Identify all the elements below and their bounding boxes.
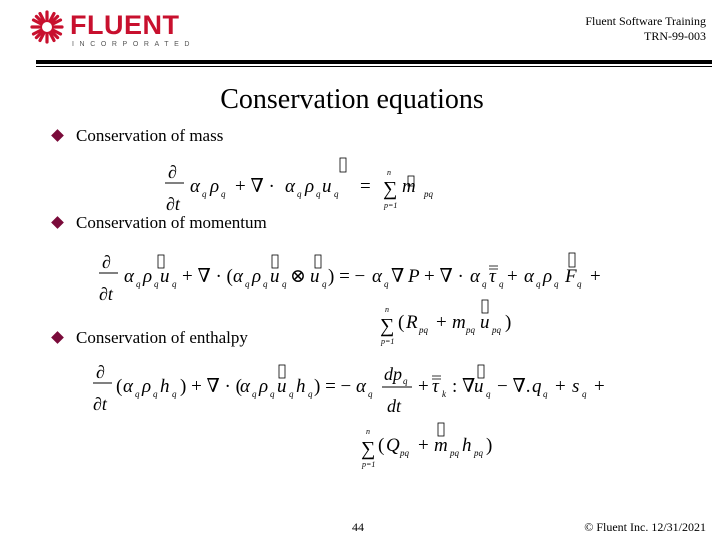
svg-text:∂: ∂ — [102, 252, 111, 272]
svg-text:dp: dp — [384, 364, 402, 384]
svg-text:ρ: ρ — [143, 266, 153, 287]
svg-text:q: q — [577, 279, 582, 289]
svg-text:α: α — [124, 266, 134, 287]
svg-text:q: q — [202, 189, 207, 199]
svg-text:+: + — [507, 266, 518, 287]
svg-text:ρ: ρ — [305, 176, 315, 197]
svg-text:h: h — [296, 376, 306, 397]
svg-text:=: = — [360, 176, 371, 197]
svg-text:α: α — [240, 376, 250, 397]
svg-text:+: + — [418, 435, 429, 456]
svg-text:): ) — [505, 312, 512, 333]
svg-text:+: + — [436, 312, 447, 333]
svg-text:q: q — [153, 389, 158, 399]
svg-text:p=1: p=1 — [381, 337, 395, 346]
svg-text:τ: τ — [489, 266, 496, 287]
svg-text:∑: ∑ — [380, 315, 395, 337]
svg-text:α: α — [285, 176, 295, 197]
logo-wordmark: FLUENT — [70, 10, 180, 40]
course-code: TRN-99-003 — [644, 29, 706, 43]
svg-text:ρ: ρ — [543, 266, 553, 287]
svg-text:∑: ∑ — [361, 438, 376, 460]
svg-text:pq: pq — [419, 325, 428, 335]
svg-text:q: q — [263, 279, 268, 289]
enthalpy-equation — [93, 362, 605, 469]
svg-text:pq: pq — [400, 448, 409, 458]
svg-text:α: α — [356, 376, 366, 397]
svg-text:ρ: ρ — [142, 376, 152, 397]
momentum-equation — [99, 252, 601, 346]
svg-text:P: P — [408, 266, 420, 287]
svg-text:τ: τ — [432, 376, 439, 397]
svg-text:h: h — [160, 376, 170, 397]
svg-text:k: k — [442, 389, 446, 399]
svg-text:q: q — [482, 279, 487, 289]
svg-text:− ∇.: − ∇. — [497, 376, 531, 397]
svg-text:: ∇: : ∇ — [452, 376, 476, 397]
svg-text:q: q — [536, 279, 541, 289]
svg-text:q: q — [172, 389, 177, 399]
svg-text:) = −: ) = − — [328, 266, 366, 287]
svg-text:s: s — [572, 376, 580, 397]
svg-text:u: u — [474, 376, 484, 397]
svg-text:u: u — [310, 266, 320, 287]
svg-text:(: ( — [378, 435, 385, 456]
svg-text:n: n — [387, 168, 391, 177]
svg-text:α: α — [190, 176, 200, 197]
svg-text:∂: ∂ — [96, 362, 105, 382]
svg-text:+: + — [590, 266, 601, 287]
svg-text:m: m — [402, 176, 416, 197]
svg-text:α: α — [524, 266, 534, 287]
svg-text:q: q — [403, 376, 408, 386]
svg-text:∂t: ∂t — [93, 394, 107, 414]
svg-text:q: q — [172, 279, 177, 289]
svg-text:pq: pq — [424, 189, 433, 199]
svg-text:∑: ∑ — [383, 178, 398, 200]
svg-text:α: α — [123, 376, 133, 397]
svg-text:q: q — [245, 279, 250, 289]
logo-subtitle: INCORPORATED — [72, 41, 196, 48]
mass-equation — [165, 158, 434, 214]
svg-text:u: u — [270, 266, 280, 287]
svg-text:+: + — [418, 376, 429, 397]
svg-text:ρ: ρ — [259, 376, 269, 397]
svg-text:q: q — [297, 189, 302, 199]
svg-text:pq: pq — [492, 325, 501, 335]
svg-text:F: F — [565, 266, 577, 287]
svg-text:+ ∇ ·: + ∇ · — [424, 266, 464, 287]
svg-text:p=1: p=1 — [362, 460, 376, 469]
svg-text:ρ: ρ — [252, 266, 262, 287]
svg-text:q: q — [135, 389, 140, 399]
svg-text:∂: ∂ — [168, 162, 177, 182]
svg-text:pq: pq — [466, 325, 475, 335]
svg-text:u: u — [322, 176, 332, 197]
svg-text:): ) — [486, 435, 493, 456]
svg-text:q: q — [221, 189, 226, 199]
svg-text:dt: dt — [387, 396, 402, 416]
svg-text:+ ∇ ·: + ∇ · — [235, 176, 275, 197]
svg-text:(: ( — [116, 376, 123, 397]
svg-text:+: + — [555, 376, 566, 397]
svg-text:q: q — [499, 279, 504, 289]
svg-text:q: q — [532, 376, 542, 397]
svg-text:q: q — [582, 389, 587, 399]
svg-text:q: q — [334, 189, 339, 199]
svg-text:q: q — [322, 279, 327, 289]
svg-text:q: q — [154, 279, 159, 289]
svg-text:∂t: ∂t — [99, 284, 113, 304]
svg-text:) = −: ) = − — [314, 376, 352, 397]
slide-title: Conservation equations — [220, 84, 484, 115]
svg-text:pq: pq — [450, 448, 459, 458]
svg-text:∇: ∇ — [391, 266, 405, 287]
svg-text:∂t: ∂t — [166, 194, 180, 214]
svg-text:q: q — [136, 279, 141, 289]
svg-text:q: q — [270, 389, 275, 399]
svg-text:u: u — [480, 312, 490, 333]
svg-text:m: m — [452, 312, 466, 333]
svg-text:+: + — [594, 376, 605, 397]
svg-text:q: q — [289, 389, 294, 399]
svg-text:⊗: ⊗ — [290, 266, 306, 287]
svg-text:q: q — [486, 389, 491, 399]
bullet-label-mass: Conservation of mass — [76, 126, 224, 145]
svg-text:(: ( — [398, 312, 405, 333]
svg-text:α: α — [372, 266, 382, 287]
svg-text:q: q — [384, 279, 389, 289]
svg-text:m: m — [434, 435, 448, 456]
svg-text:α: α — [233, 266, 243, 287]
svg-text:pq: pq — [474, 448, 483, 458]
course-name: Fluent Software Training — [585, 14, 706, 28]
svg-text:q: q — [316, 189, 321, 199]
svg-text:h: h — [462, 435, 472, 456]
copyright-notice: © Fluent Inc. 12/31/2021 — [584, 520, 706, 534]
svg-text:R: R — [406, 312, 418, 333]
svg-text:+ ∇ · (: + ∇ · ( — [182, 266, 233, 287]
svg-text:q: q — [252, 389, 257, 399]
svg-text:q: q — [368, 389, 373, 399]
svg-text:u: u — [160, 266, 170, 287]
svg-text:p=1: p=1 — [384, 201, 398, 210]
svg-text:) + ∇ · (: ) + ∇ · ( — [180, 376, 242, 397]
svg-text:q: q — [543, 389, 548, 399]
svg-text:q: q — [308, 389, 313, 399]
svg-text:ρ: ρ — [210, 176, 220, 197]
svg-text:n: n — [385, 305, 389, 314]
svg-text:q: q — [554, 279, 559, 289]
svg-text:α: α — [470, 266, 480, 287]
svg-text:n: n — [366, 427, 370, 436]
bullet-label-enthalpy: Conservation of enthalpy — [76, 328, 248, 347]
page-number: 44 — [352, 520, 364, 534]
bullet-label-momentum: Conservation of momentum — [76, 213, 267, 232]
svg-text:u: u — [277, 376, 287, 397]
svg-text:Q: Q — [386, 435, 400, 456]
svg-text:q: q — [282, 279, 287, 289]
